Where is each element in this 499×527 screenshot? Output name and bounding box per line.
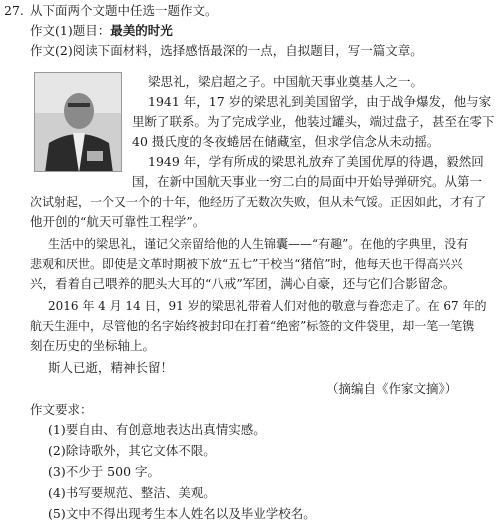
material-line-6: 国，在新中国航天事业一穷二白的局面中开始导弹研究。从第一	[132, 174, 483, 189]
requirement-item: (3)不少于 500 字。	[48, 464, 161, 479]
material-line-4: 40 摄氏度的冬夜蜷居在储藏室，但求学信念从未动摇。	[132, 134, 440, 149]
material-source: （摘编自《作家文摘》）	[326, 381, 458, 396]
material-line-9: 生活中的梁思礼，谨记父亲留给他的人生锦囊——“有趣”。在他的字典里，没有	[48, 237, 469, 251]
question-instruction: 从下面两个文题中任选一题作文。	[30, 3, 218, 18]
material-line-5: 1949 年，学有所成的梁思礼放弃了美国优厚的待遇，毅然回	[148, 154, 484, 169]
option-1-title: 最美的时光	[110, 23, 173, 38]
requirement-item: (1)要自由、有创意地表达出真情实感。	[48, 422, 266, 437]
material-line-10: 悲观和厌世。即使是文革时期被下放“五七”干校当“猪倌”时，他每天也干得高兴兴	[30, 257, 463, 271]
portrait-photo	[34, 72, 122, 172]
requirement-item: (5)文中不得出现考生本人姓名以及毕业学校名。	[48, 506, 316, 521]
material-line-2: 1941 年，17 岁的梁思礼到美国留学，由于战争爆发，他与家	[148, 94, 492, 109]
material-line-3: 里断了联系。为了完成学业，他装过罐头，端过盘子，甚至在零下	[132, 114, 495, 129]
material-line-14: 刻在历史的坐标轴上。	[30, 338, 156, 353]
requirement-item: (4)书写要规范、整洁、美观。	[48, 485, 216, 500]
material-line-7: 次试射起，一个又一个的十年，他经历了无数次失败，但从未气馁。正因如此，才有了	[30, 195, 487, 209]
material-line-8: 他开创的“航天可靠性工程学”。	[30, 214, 206, 229]
option-1	[30, 22, 173, 40]
material-line-12: 2016 年 4 月 14 日，91 岁的梁思礼带着人们对他的敬意与眷恋走了。在 67 年的	[48, 299, 487, 313]
requirement-item: (2)除诗歌外，其它文体不限。	[48, 443, 216, 458]
material-line-13: 航天生涯中，尽管他的名字始终被封印在打着“绝密”标签的文件袋里，却一笔一笔镌	[30, 319, 475, 333]
material-line-11: 兴，看着自己喂养的肥头大耳的“八戒”军团，满心自豪，还与它们合影留念。	[30, 276, 456, 291]
question-number: 27.	[4, 3, 24, 18]
option-1-label: 作文(1)题目：	[30, 23, 111, 38]
material-line-15: 斯人已逝，精神长留！	[48, 360, 174, 375]
option-2-intro: 作文(2)阅读下面材料，选择感悟最深的一点，自拟题目，写一篇文章。	[30, 43, 423, 58]
requirements-heading: 作文要求：	[30, 402, 93, 417]
material-line-1: 梁思礼，梁启超之子。中国航天事业奠基人之一。	[148, 74, 424, 89]
portrait-photo-icon	[35, 73, 122, 172]
